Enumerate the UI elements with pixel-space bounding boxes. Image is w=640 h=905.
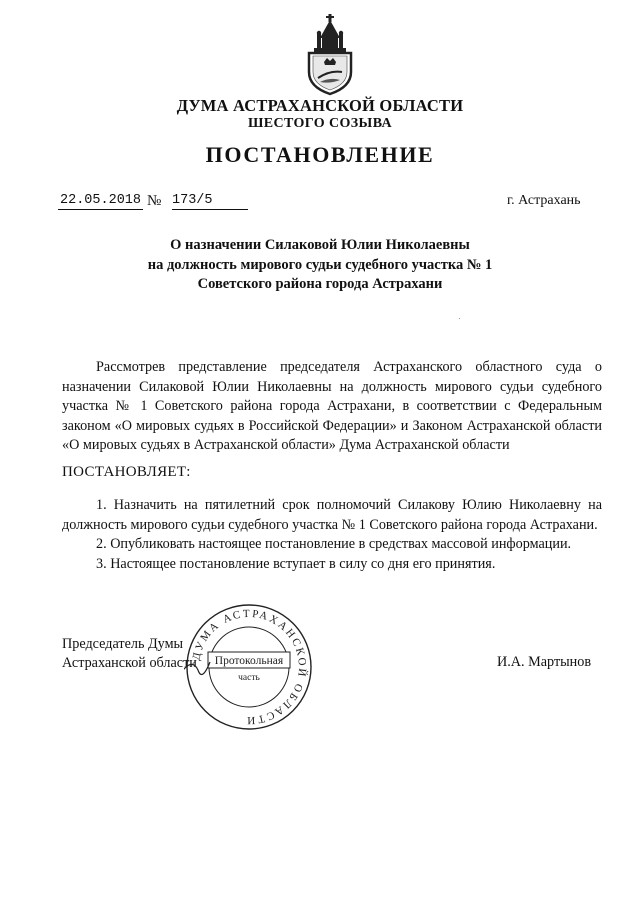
document-date: 22.05.2018 [60,193,142,208]
coat-of-arms-icon [300,12,360,96]
title-line: Советского района города Астрахани [197,276,443,292]
signatory-position [62,635,197,673]
stamp-inner-line2: часть [238,673,260,683]
position-line: Астраханской области [62,655,197,671]
resolution-item: 2. Опубликовать настоящее постановление в средствах массовой информации. [96,536,572,552]
convocation: ШЕСТОГО СОЗЫВА [247,116,393,131]
document-type: ПОСТАНОВЛЕНИЕ [205,142,435,167]
position-line: Председатель Думы [62,636,184,652]
stamp-ring-text: ДУМА АСТРАХАНСКОЙ ОБЛАСТИ [190,607,309,727]
stamp-inner-line1: Протокольная [214,655,284,667]
title-line: О назначении Силаковой Юлии Николаевны [170,237,470,253]
preamble-paragraph: Рассмотрев представление председателя Астраханского областного суда о назначении Силаковой Юлии Николаевны на должность мирового судьи судебного участка № 1 Советского района города Астрахани, в соответствии с Федеральным законом «О мировых судьях в Российской Федерации» и Законом Астраханской области «О мировых судьях в Астраханской области» Дума Астраханской области [62,359,602,453]
resolution-items [62,496,602,574]
title-line: на должность мирового судьи судебного участка № 1 [147,256,493,273]
number-sign: № [147,193,162,209]
resolution-item: 3. Настоящее постановление вступает в силу со дня его принятия. [96,555,496,572]
resolution-item: 1. Назначить на пятилетний срок полномочий Силакову Юлию Николаевну на должность мирового судьи судебного участка № 1 Советского района города Астрахани. [62,497,602,533]
signatory-name: И.А. Мартынов [497,654,592,670]
organization-name: ДУМА АСТРАХАНСКОЙ ОБЛАСТИ [176,96,464,115]
official-stamp [184,602,314,732]
resolves-heading: ПОСТАНОВЛЯЕТ: [62,464,191,480]
document-city: г. Астрахань [507,193,581,208]
document-title [0,236,640,295]
document-number: 173/5 [172,193,248,210]
scan-speck [459,318,460,319]
